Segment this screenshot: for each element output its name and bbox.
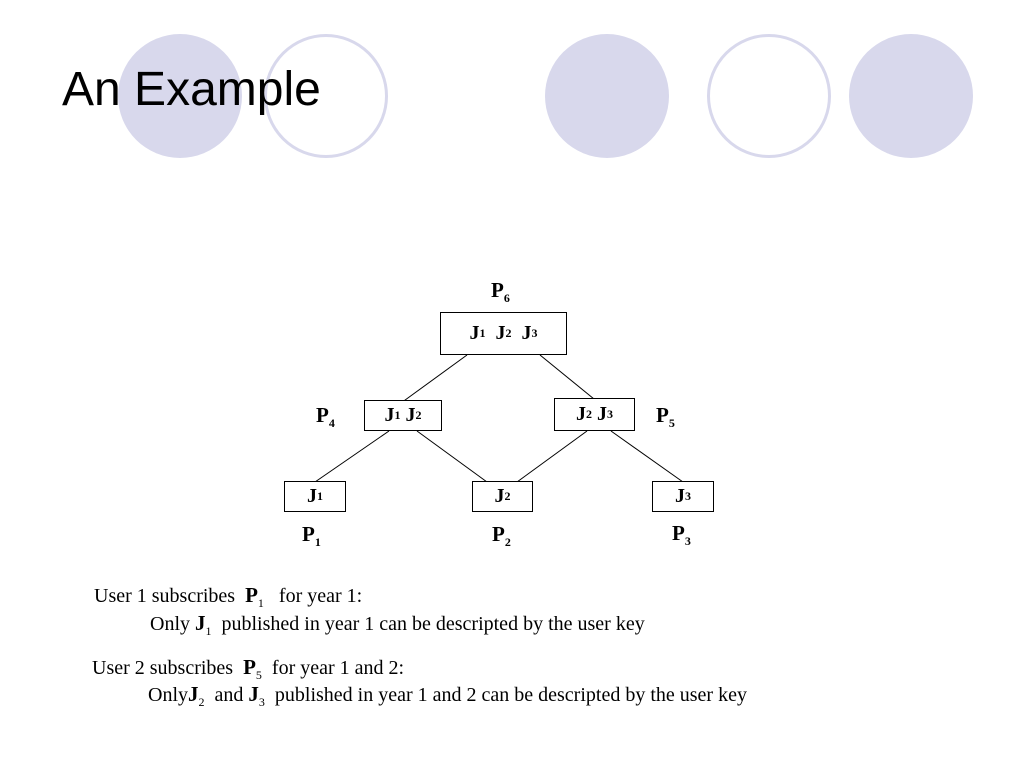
p1-sub: 1 xyxy=(314,535,321,550)
node-top-sub2: 2 xyxy=(505,326,512,340)
user2-line1 xyxy=(92,655,404,683)
node-leaf-2 xyxy=(472,481,533,512)
u1l2-sub: 1 xyxy=(205,624,212,638)
u1l2-sym: J xyxy=(195,611,206,635)
label-p4 xyxy=(316,403,335,431)
u2l2-sub1: 2 xyxy=(198,695,205,709)
u2l1-a: User 2 subscribes xyxy=(92,657,234,679)
node-leaf-1 xyxy=(284,481,346,512)
u2l2-sub2: 3 xyxy=(258,695,265,709)
u1l1-sym: P xyxy=(245,583,258,607)
leaf2-j: J xyxy=(494,485,505,507)
node-left-j2: J xyxy=(405,404,416,426)
p3-sub: 3 xyxy=(684,534,691,549)
label-p2 xyxy=(492,522,511,550)
p4-letter: P xyxy=(316,403,329,427)
p1-letter: P xyxy=(302,522,315,546)
leaf3-sub: 3 xyxy=(685,489,691,503)
u2l1-sym: P xyxy=(243,655,256,679)
p6-letter: P xyxy=(491,278,504,302)
u1l2-b: published in year 1 can be descripted by the user key xyxy=(221,613,645,635)
p6-sub: 6 xyxy=(503,291,510,306)
leaf1-j: J xyxy=(307,485,317,507)
u2l2-and: and xyxy=(214,684,244,706)
p2-sub: 2 xyxy=(504,535,511,550)
node-right-mid xyxy=(554,398,635,431)
u1l2-a: Only xyxy=(150,613,190,635)
edge-left-leaf2 xyxy=(417,431,487,482)
edge-left-leaf1 xyxy=(315,431,389,482)
label-p5 xyxy=(656,403,675,431)
node-top xyxy=(440,312,567,355)
u2l2-b: published in year 1 and 2 can be descripted by the user key xyxy=(274,684,747,706)
u1l1-a: User 1 subscribes xyxy=(94,585,236,607)
node-left-sub2: 2 xyxy=(415,408,422,422)
node-left-mid xyxy=(364,400,442,431)
leaf3-j: J xyxy=(675,485,685,507)
u2l1-b: for year 1 and 2: xyxy=(271,657,405,679)
node-leaf-3 xyxy=(652,481,714,512)
p3-letter: P xyxy=(672,521,685,545)
edge-right-leaf3 xyxy=(611,431,683,482)
node-top-j1: J xyxy=(469,322,480,344)
label-p1 xyxy=(302,522,321,550)
node-top-j3: J xyxy=(521,322,532,344)
node-right-sub1: 2 xyxy=(586,407,592,421)
label-p6 xyxy=(491,278,510,306)
leaf1-sub: 1 xyxy=(317,489,323,503)
u2l2-sym2: J xyxy=(248,682,259,706)
node-top-j2: J xyxy=(495,322,506,344)
user2-line2 xyxy=(148,682,747,710)
u2l1-sub: 5 xyxy=(255,668,262,682)
u1l1-sub: 1 xyxy=(257,596,264,610)
u2l2-sym1: J xyxy=(188,682,199,706)
node-top-sub3: 3 xyxy=(531,326,538,340)
node-left-sub1: 1 xyxy=(394,408,401,422)
u2l2-a: Only xyxy=(148,684,188,706)
u1l1-b: for year 1: xyxy=(278,585,363,607)
slide-title: An Example xyxy=(62,63,321,116)
p5-sub: 5 xyxy=(668,416,675,431)
node-right-sub2: 3 xyxy=(607,407,613,421)
user1-line1 xyxy=(94,583,362,611)
node-right-j2: J xyxy=(576,403,586,425)
label-p3 xyxy=(672,521,691,549)
edge-top-right xyxy=(540,355,594,399)
node-right-j3: J xyxy=(597,403,607,425)
node-left-j1: J xyxy=(384,404,395,426)
p2-letter: P xyxy=(492,522,505,546)
edge-right-leaf2 xyxy=(517,431,587,482)
edge-top-left xyxy=(401,355,467,403)
p4-sub: 4 xyxy=(328,416,335,431)
user1-line2 xyxy=(150,611,645,639)
leaf2-sub: 2 xyxy=(504,489,511,503)
node-top-sub1: 1 xyxy=(479,326,486,340)
p5-letter: P xyxy=(656,403,669,427)
